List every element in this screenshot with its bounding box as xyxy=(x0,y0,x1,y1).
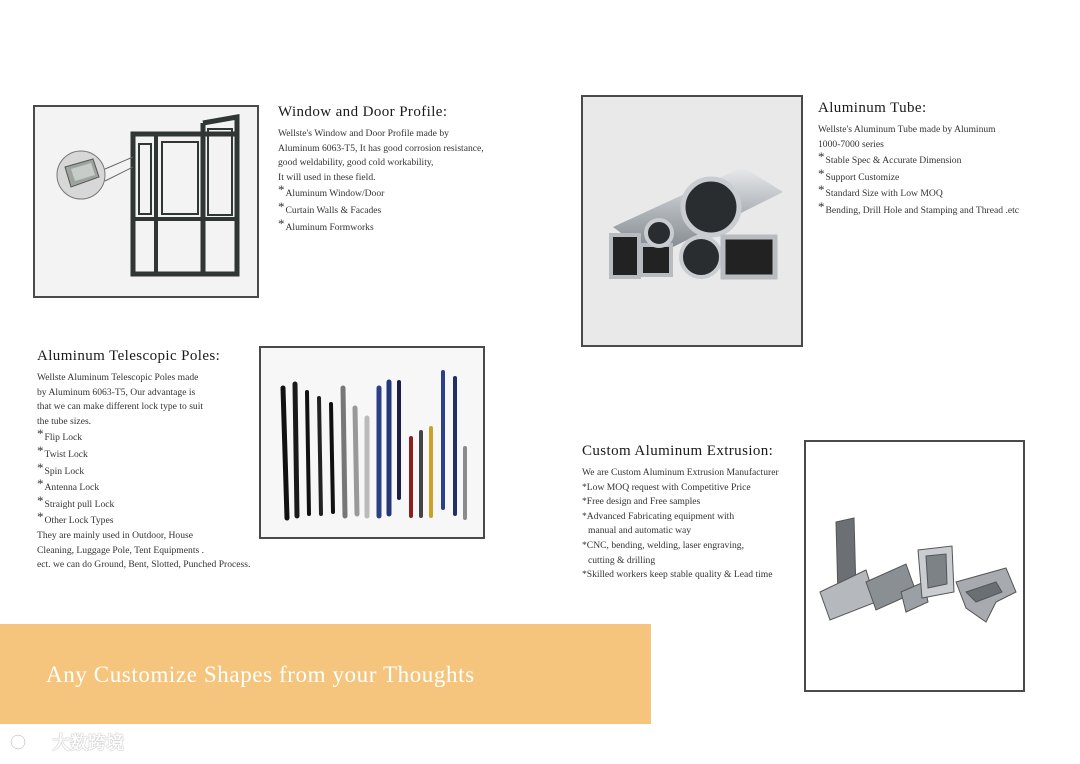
window-door-desc-line: good weldability, good cold workability, xyxy=(278,157,434,169)
banner xyxy=(0,624,651,724)
banner-text: Any Customize Shapes from your Thoughts xyxy=(46,662,475,687)
watermark xyxy=(10,730,124,754)
poles-bullet: * Straight pull Lock xyxy=(37,496,250,513)
tube-bullet: * Support Customize xyxy=(818,169,1019,186)
telescopic-poles-photo xyxy=(259,346,485,539)
extrusion-line: *Low MOQ request with Competitive Price xyxy=(582,481,751,493)
window-door-title: Window and Door Profile: xyxy=(278,104,448,120)
poles-bullet: * Other Lock Types xyxy=(37,512,250,529)
custom-extrusion-photo xyxy=(804,440,1025,692)
aluminum-tube-photo xyxy=(581,95,803,347)
window-door-section xyxy=(278,104,484,235)
tube-section xyxy=(818,100,1019,219)
poles-bullet: * Spin Lock xyxy=(37,463,250,480)
extrusion-line: *Skilled workers keep stable quality & Lead time xyxy=(582,569,773,581)
extrusion-line: cutting & drilling xyxy=(588,554,656,566)
window-door-desc-line: It will used in these field. xyxy=(278,171,376,183)
poles-desc-line: Wellste Aluminum Telescopic Poles made xyxy=(37,372,199,383)
poles-bullet: * Flip Lock xyxy=(37,429,250,446)
watermark-logo-icon xyxy=(10,731,46,753)
window-door-bullet: * Aluminum Window/Door xyxy=(278,185,484,202)
poles-desc-line: by Aluminum 6063-T5, Our advantage is xyxy=(37,386,196,398)
window-door-bullet: * Aluminum Formworks xyxy=(278,219,484,236)
tube-desc-line: Wellste's Aluminum Tube made by Aluminum xyxy=(818,124,996,135)
extrusion-line: *Free design and Free samples xyxy=(582,496,701,508)
poles-footer-line: Cleaning, Luggage Pole, Tent Equipments . xyxy=(37,544,205,556)
poles-section xyxy=(37,348,250,573)
extrusion-section xyxy=(582,443,779,583)
window-door-photo xyxy=(33,105,259,298)
extrusion-line: *Advanced Fabricating equipment with xyxy=(582,510,735,522)
window-door-desc-line: Aluminum 6063-T5, It has good corrosion resistance, xyxy=(278,142,484,154)
poles-title: Aluminum Telescopic Poles: xyxy=(37,348,221,364)
tube-title: Aluminum Tube: xyxy=(818,100,927,116)
poles-bullet: * Twist Lock xyxy=(37,446,250,463)
tube-desc-line: 1000-7000 series xyxy=(818,138,884,150)
watermark-text: 大数跨境 xyxy=(52,733,124,754)
poles-desc-line: that we can make different lock type to suit xyxy=(37,401,204,413)
poles-bullet: * Antenna Lock xyxy=(37,479,250,496)
extrusion-line: *CNC, bending, welding, laser engraving, xyxy=(582,539,744,551)
tube-bullet: * Standard Size with Low MOQ xyxy=(818,185,1019,202)
poles-desc-line: the tube sizes. xyxy=(37,415,92,427)
poles-footer-line: ect. we can do Ground, Bent, Slotted, Punched Process. xyxy=(37,559,251,571)
extrusion-line: We are Custom Aluminum Extrusion Manufacturer xyxy=(582,467,779,478)
window-door-desc-line: Wellste's Window and Door Profile made by xyxy=(278,128,449,139)
extrusion-title: Custom Aluminum Extrusion: xyxy=(582,443,774,459)
poles-footer-line: They are mainly used in Outdoor, House xyxy=(37,529,194,541)
tube-bullet: * Bending, Drill Hole and Stamping and Thread .etc xyxy=(818,202,1019,219)
tube-bullet: * Stable Spec & Accurate Dimension xyxy=(818,152,1019,169)
extrusion-line: manual and automatic way xyxy=(588,525,692,537)
window-door-bullet: * Curtain Walls & Facades xyxy=(278,202,484,219)
